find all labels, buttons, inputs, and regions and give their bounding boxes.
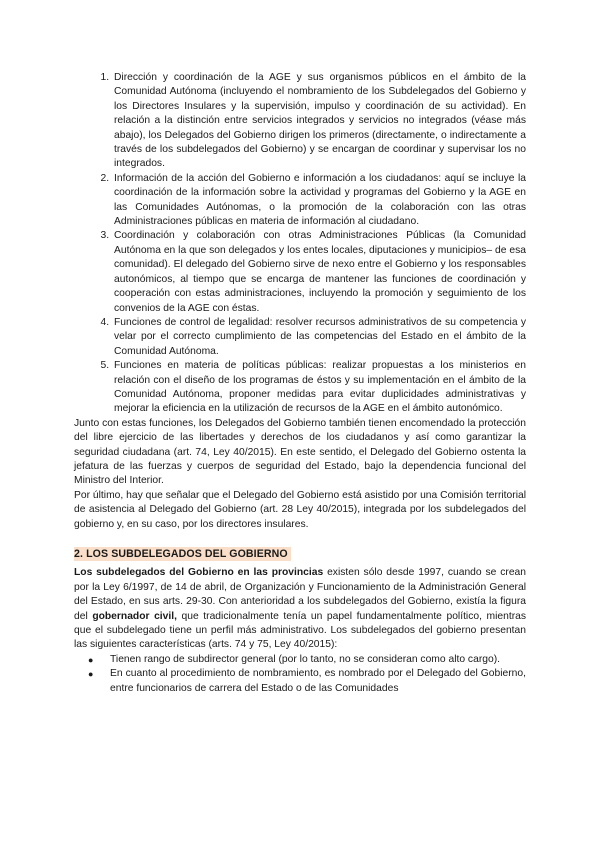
functions-numbered-list <box>74 71 526 417</box>
list-item: 4. Funciones de control de legalidad: resolver recursos administrativos de su competencia y velar por el correcto cumplimiento de las competencias del Estado en el ámbito de la Comunidad Autónoma. <box>112 316 526 359</box>
bullet-icon: ● <box>88 654 94 665</box>
page-content <box>74 71 526 696</box>
list-item: 5. Funciones en materia de políticas públicas: realizar propuestas a los ministerios en relación con el diseño de los programas de éstos y su implementación en el ámbito de la Comunidad Autónoma, proponer medidas para evitar duplicidades administrativas y mejorar la eficiencia en la utilización de recursos de la AGE en el ámbito autonómico. <box>112 359 526 417</box>
list-item: 3. Coordinación y colaboración con otras Administraciones Públicas (la Comunidad Autónoma en la que son delegados y los entes locales, diputaciones y municipios– de esa comunidad). El delegado del Gobierno sirve de nexo entre el Gobierno y los responsables autonómicos, al tiempo que se encarga de mantener las funciones de coordinación y cooperación con estas administraciones, incluyendo la promoción y seguimiento de los convenios de la AGE con éstas. <box>112 229 526 315</box>
section-heading: 2. LOS SUBDELEGADOS DEL GOBIERNO <box>74 547 291 561</box>
bullet-icon: ● <box>88 669 94 680</box>
bold-lead-text: Los subdelegados del Gobierno en las provincias <box>74 567 324 579</box>
list-item <box>88 667 526 696</box>
bullet-text: Tienen rango de subdirector general (por lo tanto, no se consideran como alto cargo). <box>110 653 500 665</box>
list-item: 1. Dirección y coordinación de la AGE y sus organismos públicos en el ámbito de la Comunidad Autónoma (incluyendo el nombramiento de los Subdelegados del Gobierno y los Directores Insulares y la supervisión, impulso y coordinación de su actividad). En relación a la distinción entre servicios integrados y servicios no integrados (véase más abajo), los Delegados del Gobierno dirigen los primeros (directamente, o indirectamente a través de los subdelegados del Gobierno) y se encargan de coordinar y supervisar los no integrados. <box>112 71 526 172</box>
paragraph-security-functions: Junto con estas funciones, los Delegados del Gobierno también tienen encomendado la protección del libre ejercicio de las libertades y derechos de los ciudadanos y así como garantizar la seguridad ciudadana (art. 74, Ley 40/2015). En este sentido, el Delegado del Gobierno ostenta la jefatura de las fuerzas y cuerpos de seguridad del Estado, bajo la dependencia funcional del Ministro del Interior. <box>74 417 526 487</box>
paragraph-territorial-commission: Por último, hay que señalar que el Delegado del Gobierno está asistido por una Comisión territorial de asistencia al Delegado del Gobierno (art. 28 Ley 40/2015), integrada por los subdelegados del gobierno y, en su caso, por los directores insulares. <box>74 489 526 530</box>
list-item: 2. Información de la acción del Gobierno e información a los ciudadanos: aquí se incluye la coordinación de la información sobre la actividad y programas del Gobierno y la AGE en las Comunidades Autónomas, o la promoción de la colaboración con las otras Administraciones públicas en materia de información al ciudadano. <box>112 172 526 230</box>
bold-term-gobernador: gobernador civil, <box>92 610 177 622</box>
characteristics-bullet-list <box>74 653 526 696</box>
paragraph-text: existen sólo desde 1997, cuando se crean por la Ley 6/1997, de 14 de abril, de Organización y Funcionamiento de la Administración General del Estado, en sus arts. 29-30. Con anterioridad a los subdelegados del Gobierno, existía la figura del <box>74 567 526 622</box>
paragraph-subdelegados-intro <box>74 566 526 652</box>
paragraph-text: que tradicionalmente tenía un papel fundamentalmente político, mientras que el subdelegado tiene un perfil más administrativo. Los subdelegados del gobierno presentan las siguientes características (arts. 74 y 75, Ley 40/2015): <box>74 610 527 651</box>
list-item <box>88 653 526 667</box>
bullet-text: En cuanto al procedimiento de nombramiento, es nombrado por el Delegado del Gobierno, entre funcionarios de carrera del Estado o de las Comunidades <box>110 668 526 694</box>
